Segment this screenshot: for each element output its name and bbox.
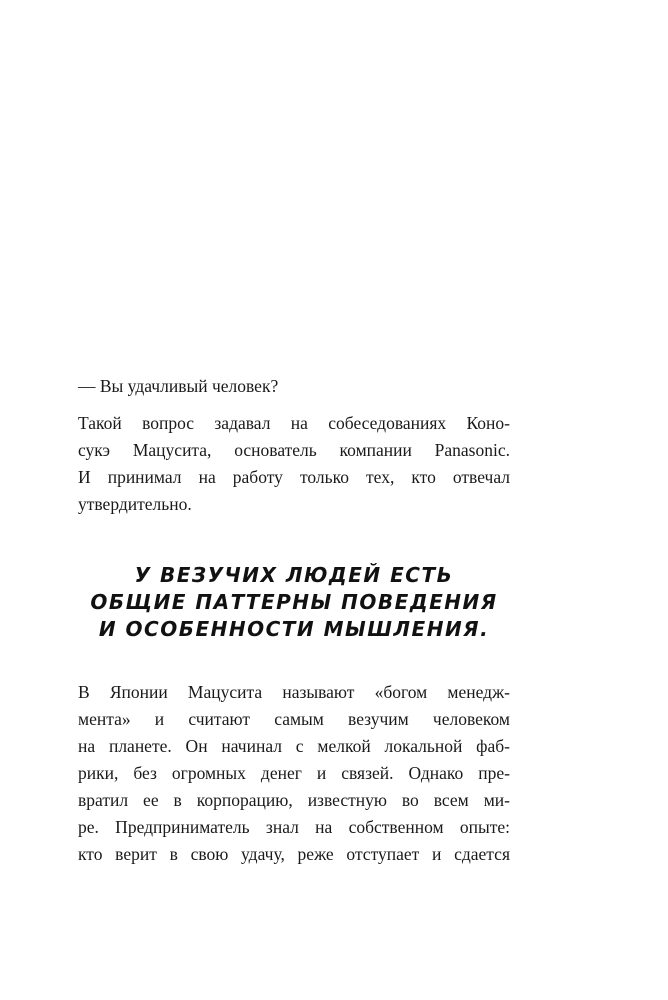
book-page	[78, 373, 510, 868]
pull-quote-line: И ОСОБЕННОСТИ МЫШЛЕНИЯ.	[98, 617, 490, 641]
text-line: рики, без огромных денег и связей. Однако пре-	[78, 763, 510, 783]
text-line: утвердительно.	[78, 494, 192, 514]
text-line: ре. Предприниматель знал на собственном опыте:	[78, 817, 510, 837]
text-line: И принимал на работу только тех, кто отвечал	[78, 467, 510, 487]
intro-paragraph	[78, 410, 510, 518]
pull-quote-line: ОБЩИЕ ПАТТЕРНЫ ПОВЕДЕНИЯ	[90, 590, 498, 614]
dialogue-paragraph	[78, 373, 510, 400]
body-paragraph	[78, 679, 510, 868]
text-line: мента» и считают самым везучим человеком	[78, 709, 510, 729]
text-line: на планете. Он начинал с мелкой локальной фаб-	[78, 736, 510, 756]
text-line: вратил ее в корпорацию, известную во всем ми-	[78, 790, 510, 810]
text-line: В Японии Мацусита называют «богом менедж-	[78, 682, 510, 702]
text-line: Такой вопрос задавал на собеседованиях Коно-	[78, 413, 510, 433]
dialogue-line: — Вы удачливый человек?	[78, 376, 279, 396]
text-line: сукэ Мацусита, основатель компании Panasonic.	[78, 440, 510, 460]
pull-quote-line: У ВЕЗУЧИХ ЛЮДЕЙ ЕСТЬ	[134, 563, 454, 587]
text-line: кто верит в свою удачу, реже отступает и сдается	[78, 844, 510, 864]
pull-quote	[78, 562, 510, 643]
